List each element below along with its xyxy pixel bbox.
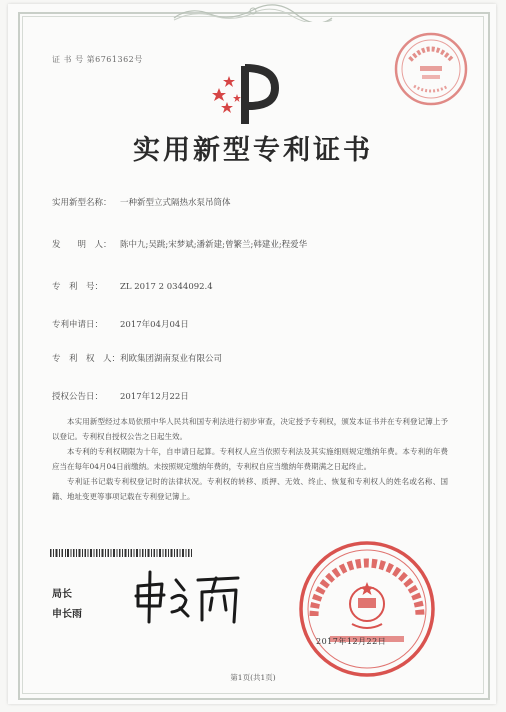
field-label: 专 利 号： [52, 282, 104, 292]
field-value: 一种新型立式隔热水泵吊筒体 [120, 198, 231, 208]
certificate-body [52, 414, 448, 504]
field-label: 发 明 人： [52, 240, 112, 250]
official-seal-icon [296, 538, 438, 680]
patent-office-stamp-icon [392, 30, 470, 108]
certificate-number: 证 书 号 第6761362号 [52, 55, 143, 64]
field-value: 利欧集团湖南泵业有限公司 [120, 354, 223, 364]
field-grant-date [52, 390, 189, 402]
field-label: 专利申请日： [52, 320, 104, 330]
handwritten-signature-icon [132, 568, 244, 626]
barcode-icon [50, 549, 192, 557]
page-footer: 第1页(共1页) [230, 673, 276, 682]
field-label: 实用新型名称： [52, 198, 112, 208]
field-label: 专 利 权 人： [52, 354, 121, 364]
field-inventors [52, 238, 307, 250]
field-value: 陈中九;吴跳;宋梦斌;潘新建;曾繁兰;韩建业;程爱华 [120, 240, 308, 250]
seal-date: 2017年12月22日 [316, 637, 387, 646]
patent-office-emblem-icon [205, 60, 285, 126]
certificate-title: 实用新型专利证书 [133, 135, 373, 166]
top-ornament-icon [170, 4, 336, 22]
field-value: ZL 2017 2 0344092.4 [120, 282, 213, 292]
field-patentee [52, 352, 222, 364]
field-application-date [52, 318, 189, 330]
field-label: 授权公告日： [52, 392, 104, 402]
field-utility-model-name [52, 196, 231, 208]
body-paragraph: 本实用新型经过本局依照中华人民共和国专利法进行初步审查，决定授予专利权，颁发本证书并在专利登记簿上予以登记。专利权自授权公告之日起生效。 [52, 417, 448, 441]
field-value: 2017年04月04日 [120, 320, 189, 330]
director-title: 局长 [52, 589, 72, 600]
field-patent-number [52, 280, 213, 292]
field-value: 2017年12月22日 [120, 392, 189, 402]
director-name: 申长雨 [52, 609, 82, 620]
body-paragraph: 本专利的专利权期限为十年，自申请日起算。专利权人应当依照专利法及其实施细则规定缴纳年费。本专利的年费应当在每年04月04日前缴纳。未按照规定缴纳年费的，专利权自应当缴纳年费期满之日起终止。 [52, 447, 448, 471]
body-paragraph: 专利证书记载专利权登记时的法律状况。专利权的转移、质押、无效、终止、恢复和专利权人的姓名或名称、国籍、地址变更等事项记载在专利登记簿上。 [52, 477, 448, 501]
